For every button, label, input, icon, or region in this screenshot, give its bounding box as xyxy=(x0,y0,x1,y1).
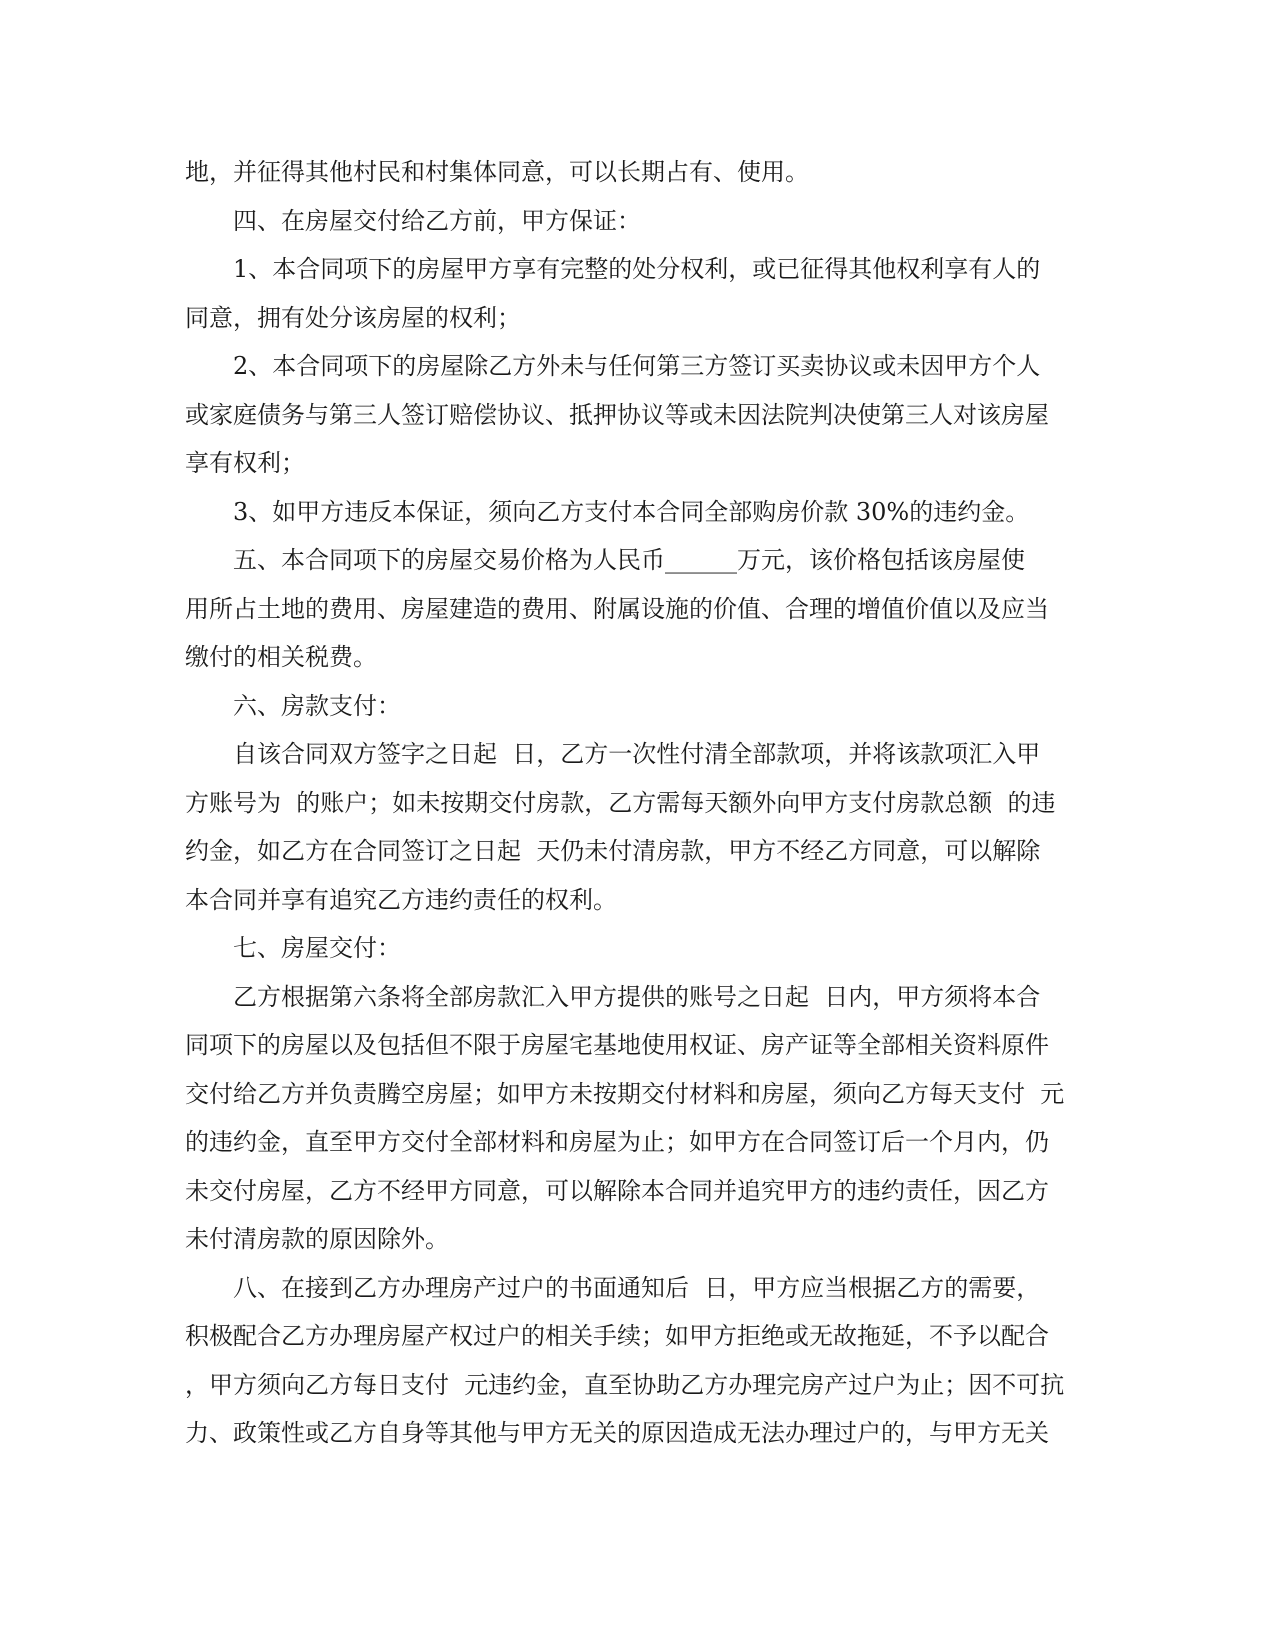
text-line: 缴付的相关税费。 xyxy=(185,643,377,671)
text-line: 享有权利； xyxy=(185,449,305,477)
text-line: 自该合同双方签字之日起 日，乙方一次性付清全部款项，并将该款项汇入甲 xyxy=(233,740,1041,768)
text-line: 同意，拥有处分该房屋的权利； xyxy=(185,303,521,332)
text-line: 八、在接到乙方办理房产过户的书面通知后 日，甲方应当根据乙方的需要， xyxy=(233,1273,1041,1302)
text-line: 未付清房款的原因除外。 xyxy=(185,1225,449,1253)
text-line: 用所占土地的费用、房屋建造的费用、附属设施的价值、合理的增值价值以及应当 xyxy=(185,594,1049,623)
text-line: 3、如甲方违反本保证，须向乙方支付本合同全部购房价款 30%的违约金。 xyxy=(233,497,1030,526)
text-line: 同项下的房屋以及包括但不限于房屋宅基地使用权证、房产证等全部相关资料原件 xyxy=(185,1031,1049,1059)
text-line: 本合同并享有追究乙方违约责任的权利。 xyxy=(185,885,617,914)
text-line: ，甲方须向乙方每日支付 元违约金，直至协助乙方办理完房产过户为止；因不可抗 xyxy=(185,1370,1065,1399)
text-line: 1、本合同项下的房屋甲方享有完整的处分权利，或已征得其他权利享有人的 xyxy=(233,255,1041,283)
text-line: 未交付房屋，乙方不经甲方同意，可以解除本合同并追究甲方的违约责任，因乙方 xyxy=(185,1176,1049,1205)
text-line: 四、在房屋交付给乙方前，甲方保证： xyxy=(233,206,641,235)
text-line: 力、政策性或乙方自身等其他与甲方无关的原因造成无法办理过户的，与甲方无关 xyxy=(185,1419,1049,1447)
text-line: 乙方根据第六条将全部房款汇入甲方提供的账号之日起 日内，甲方须将本合 xyxy=(233,982,1041,1011)
text-line: 七、房屋交付： xyxy=(233,934,401,962)
text-line: 方账号为 的账户；如未按期交付房款，乙方需每天额外向甲方支付房款总额 的违 xyxy=(185,788,1056,817)
text-line: 五、本合同项下的房屋交易价格为人民币______万元，该价格包括该房屋使 xyxy=(233,546,1025,574)
text-line: 交付给乙方并负责腾空房屋；如甲方未按期交付材料和房屋，须向乙方每天支付 元 xyxy=(185,1079,1065,1108)
contract-text xyxy=(185,148,1085,1458)
text-line: 或家庭债务与第三人签订赔偿协议、抵押协议等或未因法院判决使第三人对该房屋 xyxy=(185,400,1049,429)
text-line: 2、本合同项下的房屋除乙方外未与任何第三方签订买卖协议或未因甲方个人 xyxy=(233,352,1041,380)
text-line: 约金，如乙方在合同签订之日起 天仍未付清房款，甲方不经乙方同意，可以解除 xyxy=(185,837,1041,865)
text-line: 六、房款支付： xyxy=(233,691,401,720)
text-line: 积极配合乙方办理房屋产权过户的相关手续；如甲方拒绝或无故拖延，不予以配合 xyxy=(185,1322,1049,1350)
text-line: 的违约金，直至甲方交付全部材料和房屋为止；如甲方在合同签订后一个月内，仍 xyxy=(185,1128,1049,1156)
text-line: 地，并征得其他村民和村集体同意，可以长期占有、使用。 xyxy=(185,158,809,186)
